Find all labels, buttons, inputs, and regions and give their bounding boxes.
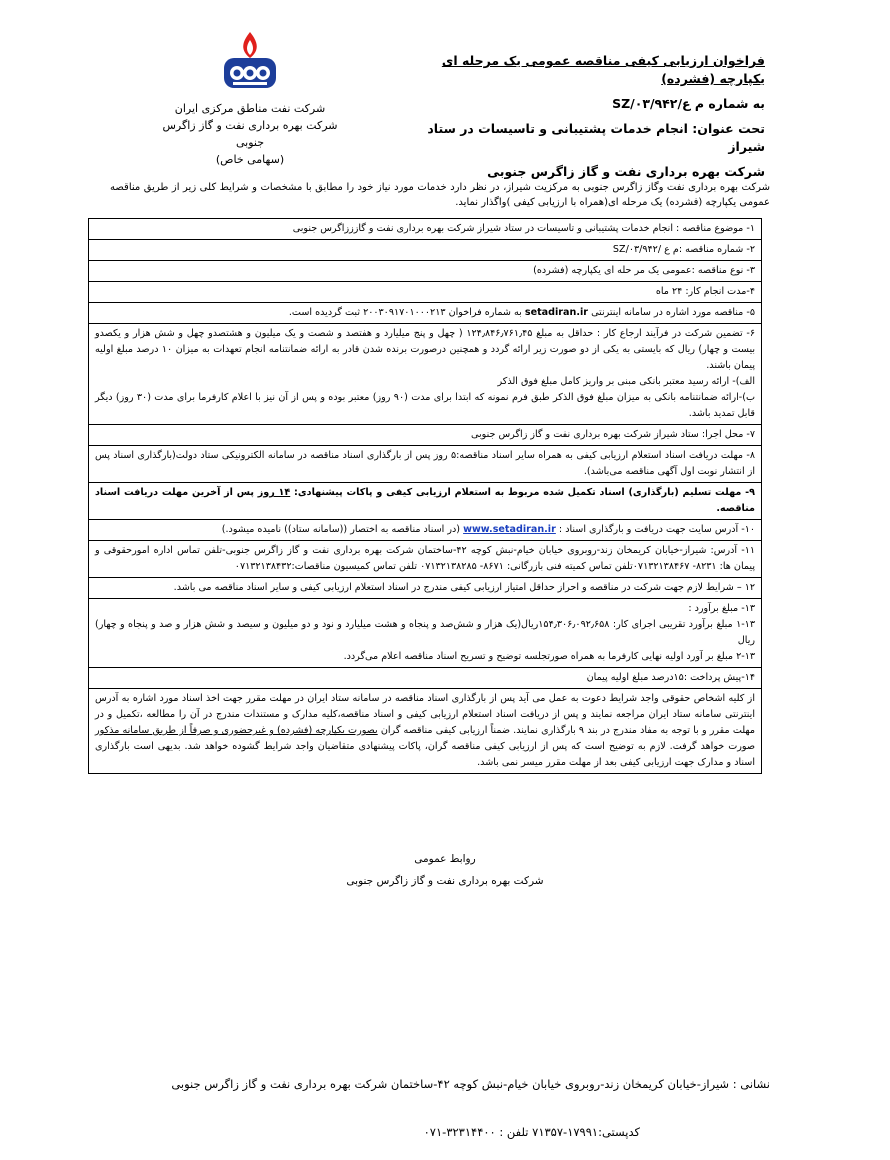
row-submission-deadline	[89, 483, 762, 520]
intro-paragraph: شرکت بهره برداری نفت وگاز زاگرس جنوبی به مرکزیت شیراز، در نظر دارد خدمات مورد نیاز خود را مطابق با مشخصات و شرایط کلی زیر از طریق مناقصه عمومی یکپارچه (فشرده) یک مرحله ای(همراه با ارزیابی کیفی )واگذار نماید.	[110, 182, 770, 208]
row-estimate	[89, 599, 762, 668]
row-conditions: ۱۲ – شرایط لازم جهت شرکت در مناقصه و احراز حداقل امتیاز ارزیابی کیفی مندرج در اسناد استعلام ارزیابی کیفی و سایر اسناد مناقصه می باشد.	[89, 578, 762, 599]
row-website	[89, 520, 762, 541]
tender-details-table	[88, 218, 762, 774]
table-row	[89, 689, 762, 774]
table-row	[89, 446, 762, 483]
table-row	[89, 483, 762, 520]
row-tender-type: ۳- نوع مناقصه :عمومی یک مر حله ای یکپارچه (فشرده)	[89, 261, 762, 282]
row-invitation	[89, 689, 762, 774]
organizer-line: شرکت بهره برداری نفت و گاز زاگرس جنوبی	[487, 164, 765, 179]
table-row	[89, 599, 762, 668]
footer-address: نشانی : شیراز-خیابان کریمخان زند-روبروی خیابان خیام-نبش کوچه ۴۲-ساختمان شرکت بهره برداری نفت و گاز زاگرس جنوبی	[171, 1077, 770, 1091]
registration-text-a: ۵- مناقصه مورد اشاره در سامانه اینترنتی	[591, 307, 755, 318]
company-type: (سهامی خاص)	[215, 153, 285, 166]
tender-number-line: به شماره م ع/SZ/۰۳/۹۴۲	[612, 96, 765, 111]
invitation-text-a: از کلیه اشخاص حقوقی واجد شرایط دعوت به عمل می آید پس از بارگذاری اسناد مناقصه در سامانه ستاد ایران در مهلت مقرر جهت اخذ اسناد مورد اشاره به آدرس اینترنتی سامانه ستاد ایران مراجعه نمایند و پس از دریافت اسناد استعلام ارزیابی کیفی و اسناد مناقصه،کلیه مدارک و مستندات مندرج در آن را مطالعه ،تکمیل و در مهلت مقرر و با توجه به مفاد مندرج در بند ۹ بارگذاری نمایند. ضمناً ارزیابی کیفی مناقصه گران	[95, 693, 755, 736]
table-row	[89, 578, 762, 599]
submission-days: ۱۴ روز	[257, 487, 291, 498]
company-logo-block	[150, 30, 350, 168]
guarantee-option-b: ب)-ارائه ضمانتنامه بانکی به میزان مبلغ فوق الذکر طبق فرم نمونه که ابتدا برای مدت (۹۰ روز) معتبر بوده و پس از آن نیز با اعلام کارفرما برای مدت (۳۰ روز) دیگر قابل تمدید باشد.	[95, 392, 755, 419]
invitation-underlined: بصورت یکپارچه (فشرده) و غیرحضوری و صرفاً از طریق سامانه مذکور	[95, 725, 378, 736]
row-tender-number: ۲- شماره مناقصه :م ع /SZ/۰۳/۹۴۲	[89, 240, 762, 261]
signature-department: روابط عمومی	[414, 853, 476, 865]
estimate-item-2: ۲-۱۳ مبلغ بر آورد اولیه نهایی کارفرما به همراه صورتجلسه توضیح و تسریح اسناد مناقصه اعلام می‌گردد.	[343, 651, 755, 662]
row-prepayment: ۱۴-پیش پرداخت :۱۵درصد مبلغ اولیه پیمان	[89, 668, 762, 689]
setadiran-domain: setadiran.ir	[524, 307, 588, 318]
guarantee-main: ۶- تضمین شرکت در فرآیند ارجاع کار : حداقل به مبلغ ۱۲۴٫۸۴۶٫۷۶۱٫۴۵ ( چهل و پنج میلیارد و هفتصد و شصت و یک میلیون و هشتصدو چهل و شش هزار و یکصدو بیست و چهار) ریال که بایستی به یکی از دو صورت زیر ارائه گردد و همچنین درصورت برنده شدن قادر به ارائه ضمانتنامه انجام تعهدات به میزان ۱۰ درصد مبلغ اولیه پیمان باشند.	[95, 328, 756, 371]
row-guarantee	[89, 324, 762, 425]
table-row	[89, 240, 762, 261]
page-footer	[110, 1075, 770, 1141]
table-row	[89, 520, 762, 541]
guarantee-option-a: الف)- ارائه رسید معتبر بانکی مبنی بر واریز کامل مبلغ فوق الذکر	[497, 376, 755, 387]
website-text-b: (در اسناد مناقصه به اختصار ((سامانه ستاد)) نامیده میشود.)	[221, 524, 461, 535]
row-subject: ۱- موضوع مناقصه : انجام خدمات پشتیبانی و تاسیسات در ستاد شیراز شرکت بهره برداری نفت و گازززاگرس جنوبی	[89, 219, 762, 240]
submission-text-b: پس از آخرین مهلت دریافت اسناد مناقصه.	[95, 487, 755, 514]
table-row	[89, 219, 762, 240]
nioc-logo-icon	[218, 30, 282, 92]
invitation-text-b: صورت خواهد گرفت. لازم به توضیح است که پس از ارزیابی کیفی مناقصه گران، پاکات پیشنهادی متقاضیان واجد شرایط گشوده خواهد شد. بدیهی است بارگذاری اسناد و مدارک جهت ارزیابی کیفی بعد از مهلت مقرر میسر نمی باشد.	[95, 741, 755, 768]
table-row	[89, 324, 762, 425]
row-document-deadline: ۸- مهلت دریافت اسناد استعلام ارزیابی کیفی به همراه سایر اسناد مناقصه:۵ روز پس از بارگذاری اسناد مناقصه در سامانه الکترونیکی ستاد دولت(بارگذاری اسناد پس از انتشار نوبت اول آگهی مناقصه می‌باشد).	[89, 446, 762, 483]
table-row	[89, 261, 762, 282]
row-registration	[89, 303, 762, 324]
company-name-parent: شرکت نفت مناطق مرکزی ایران	[174, 102, 326, 115]
signature-block	[300, 848, 590, 892]
title-block	[395, 52, 765, 188]
announcement-title: فراخوان ارزیابی کیفی مناقصه عمومی یک مرحله ای یکپارچه (فشرده)	[441, 53, 765, 86]
estimate-title: ۱۳- مبلغ برآورد :	[688, 603, 755, 614]
website-text-a: ۱۰- آدرس سایت جهت دریافت و بارگذاری اسناد :	[558, 524, 755, 535]
setadiran-link[interactable]: www.setadiran.ir	[463, 524, 556, 535]
footer-contact: کدپستی:۱۷۹۹۱-۷۱۳۵۷ تلفن : ۳۲۳۱۴۴۰۰-۰۷۱	[423, 1125, 640, 1139]
row-location: ۷- محل اجرا: ستاد شیراز شرکت بهره برداری نفت و گاز زاگرس جنوبی	[89, 425, 762, 446]
subject-line: تحت عنوان: انجام خدمات پشتیبانی و تاسیسات در ستاد شیراز	[427, 121, 765, 154]
row-duration: ۴-مدت انجام کار: ۲۴ ماه	[89, 282, 762, 303]
estimate-item-1: ۱-۱۳ مبلغ برآورد تقریبی اجرای کار: ۱۵۴٫۳۰۶٫۰۹۲٫۶۵۸ریال(یک هزار و شش‌صد و پنجاه و هشت میلیارد و نود و دو میلیون و سیصد و شش هزار و صد و پنجاه و چهار) ریال	[95, 619, 755, 646]
registration-text-b: به شماره فراخوان ۲۰۰۳۰۹۱۷۰۱۰۰۰۲۱۳ ثبت گردیده است.	[288, 307, 522, 318]
table-row	[89, 668, 762, 689]
row-address: ۱۱- آدرس: شیراز-خیابان کریمخان زند-روبروی خیابان خیام-نبش کوچه ۴۲-ساختمان شرکت بهره برداری نفت و گاز زاگرس جنوبی-تلفن تماس اداره امورحقوقی و پیمان ها: ۸۲۳۱- ۰۷۱۳۲۱۳۸۴۶۷تلفن تماس کمیته فنی بازرگانی: ۸۶۷۱- ۰۷۱۳۲۱۳۸۲۸۵ تلفن تماس کمیسیون مناقصات:۰۷۱۳۲۱۳۸۴۳۲	[89, 541, 762, 578]
table-row	[89, 541, 762, 578]
submission-text-a: ۹- مهلت تسلیم (بارگذاری) اسناد تکمیل شده مربوط به استعلام ارزیابی کیفی و پاکات پیشنهادی:	[294, 487, 755, 498]
table-row	[89, 303, 762, 324]
table-row	[89, 425, 762, 446]
table-row	[89, 282, 762, 303]
company-name: شرکت بهره برداری نفت و گاز زاگرس جنوبی	[162, 119, 338, 149]
signature-company: شرکت بهره برداری نفت و گاز زاگرس جنوبی	[346, 875, 544, 887]
